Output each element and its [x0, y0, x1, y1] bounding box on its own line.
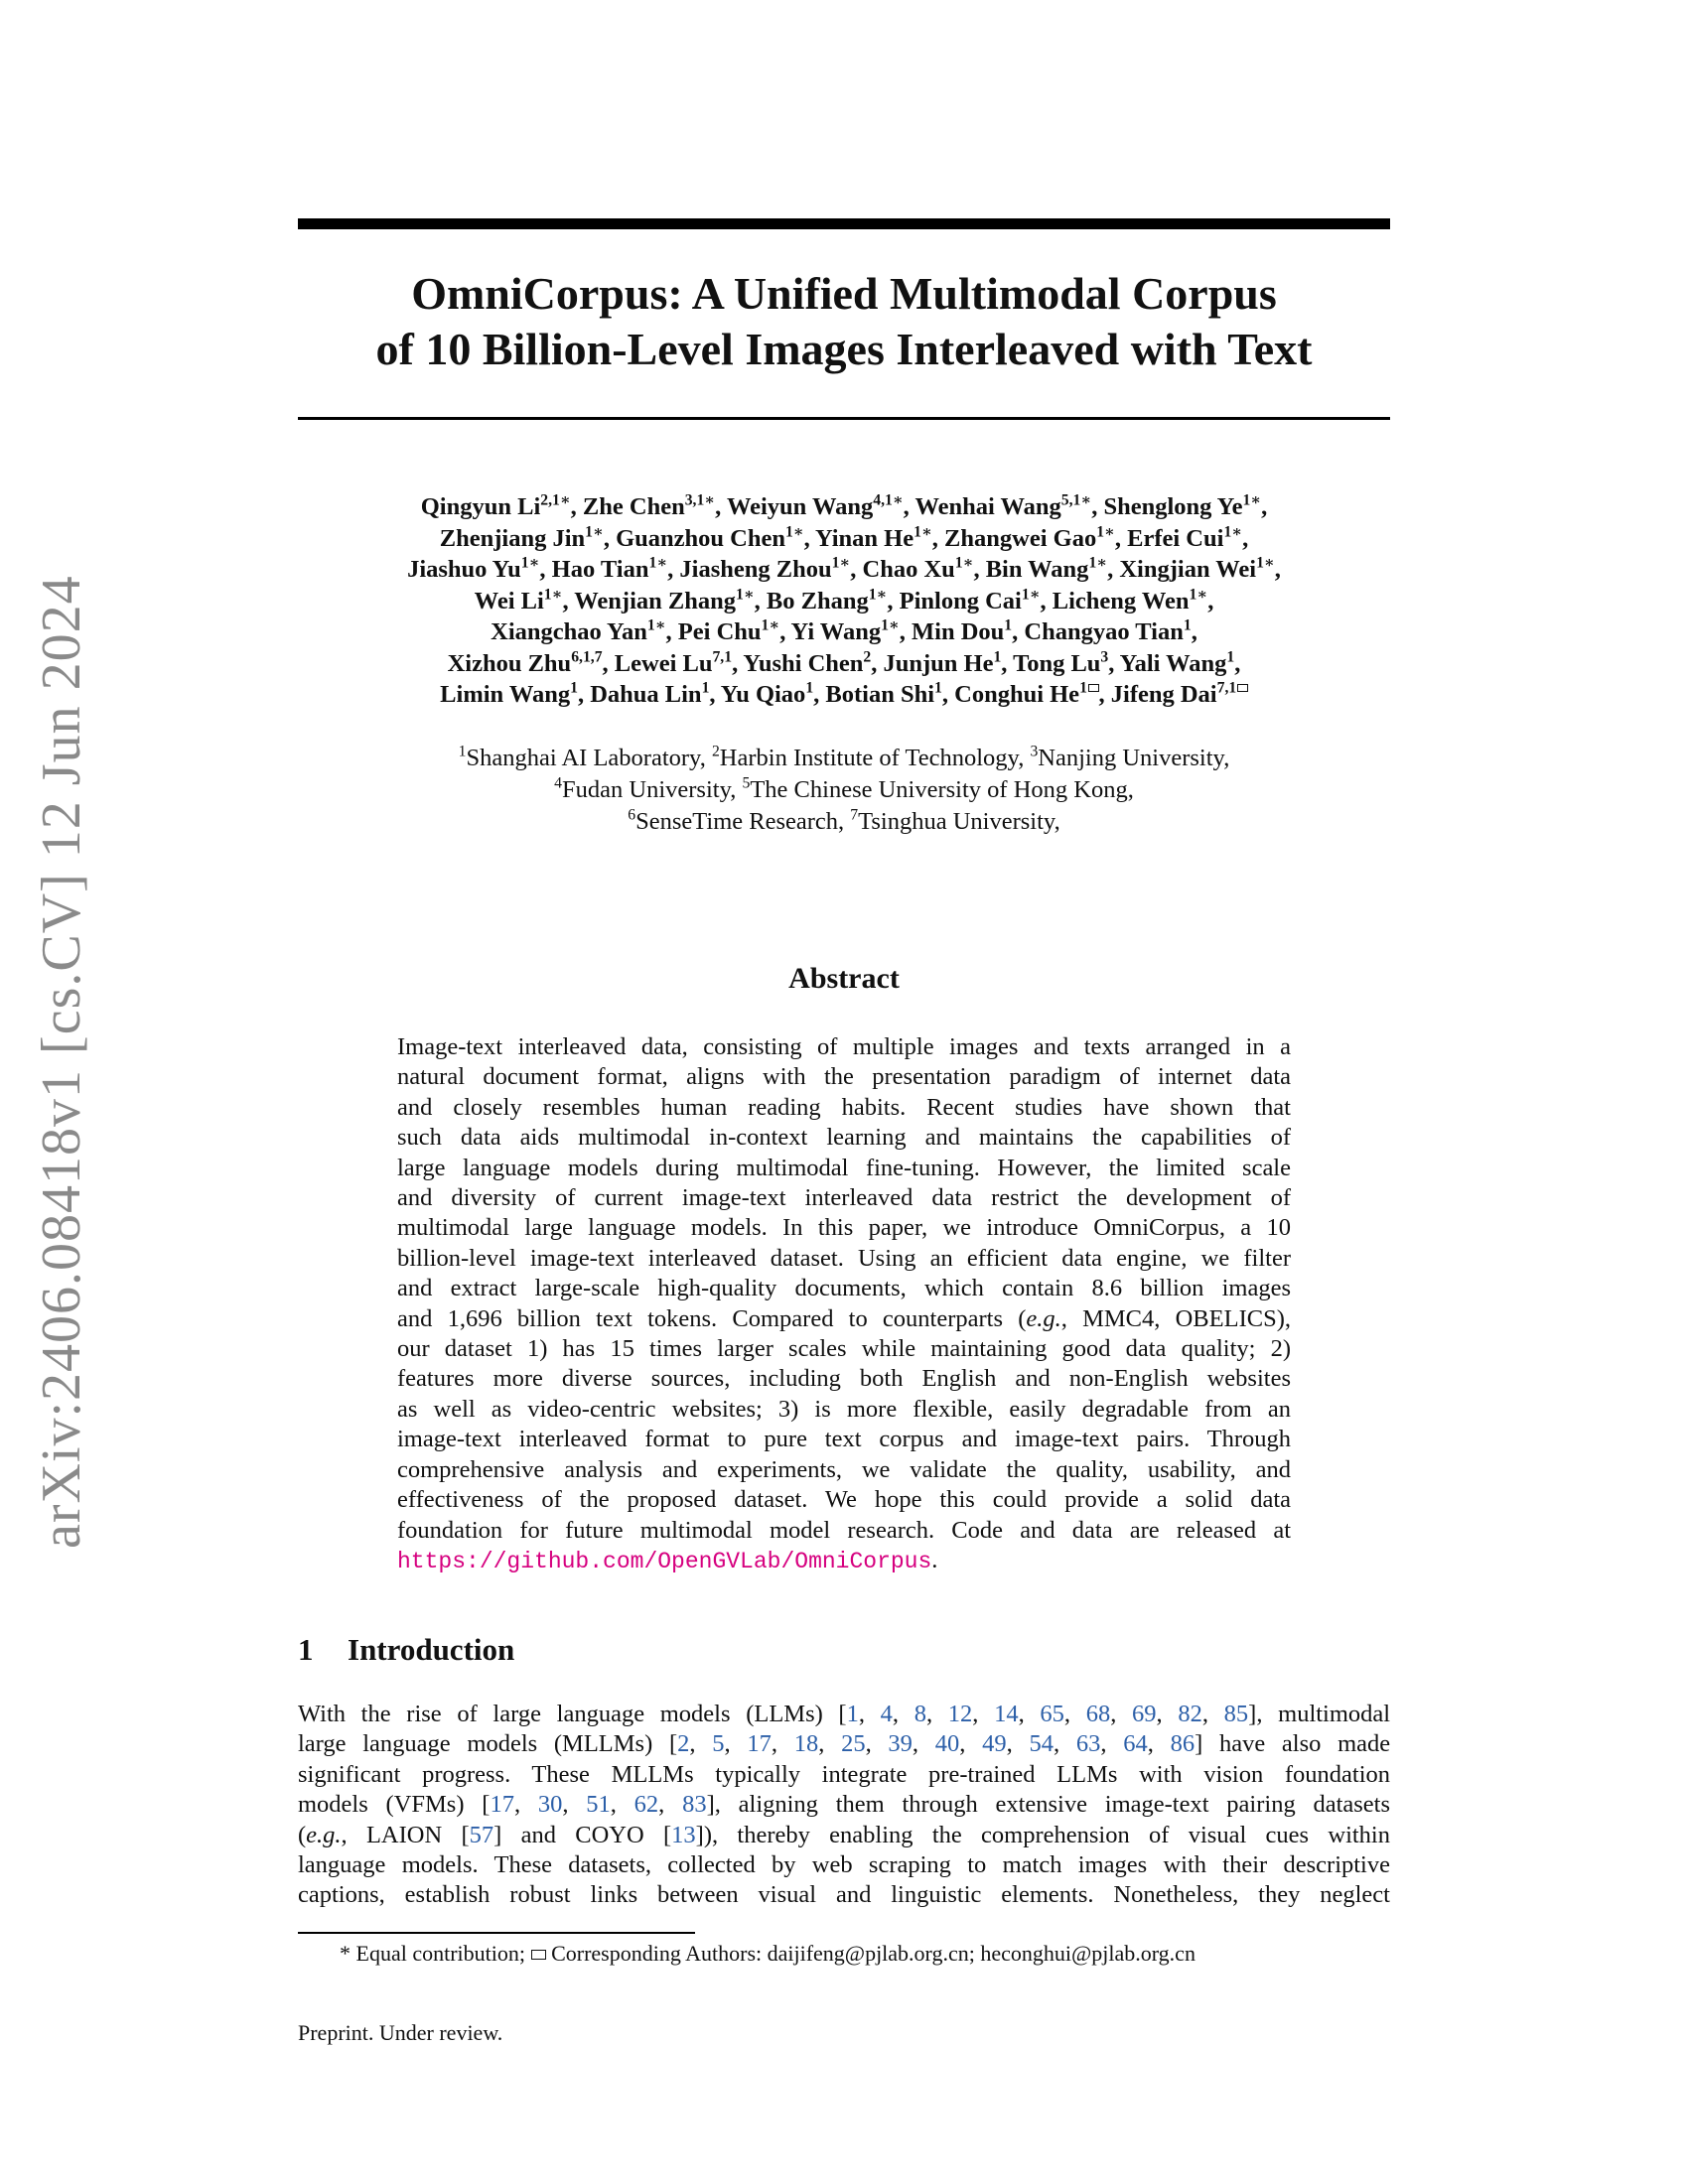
text-run: image-text interleaved format to pure text corpus and image-text pairs. Through: [397, 1426, 1291, 1453]
text-run: ,: [858, 1701, 881, 1727]
author-name: Pinlong Cai: [899, 587, 1022, 614]
author-name: Shenglong Ye: [1103, 493, 1243, 520]
author-separator: ,: [887, 587, 900, 614]
author-name: Wenjian Zhang: [574, 587, 736, 614]
author-name: Min Dou: [912, 618, 1005, 645]
citation-link: 64: [1123, 1730, 1148, 1758]
footnote-corresponding-authors: Corresponding Authors: daijifeng@pjlab.org.cn; heconghui@pjlab.org.cn: [545, 1941, 1196, 1966]
author-line: [298, 616, 1390, 648]
text-run: ,: [658, 1791, 683, 1819]
affiliation-number: 5: [742, 774, 751, 792]
text-run: , MMC4, OBELICS),: [1060, 1304, 1291, 1332]
envelope-icon: [1237, 684, 1248, 692]
author-name: Chao Xu: [862, 556, 955, 583]
citation-link: 51: [586, 1791, 611, 1819]
text-run: ,: [1100, 1730, 1124, 1758]
citation-link: 85: [1223, 1701, 1249, 1727]
footnote-rule: [298, 1932, 695, 1934]
introduction-line: [298, 1880, 1390, 1910]
author-name: Jiasheng Zhou: [679, 556, 832, 583]
author-name: Zhenjiang Jin: [439, 524, 586, 552]
author-affiliation-mark: 1: [570, 679, 578, 697]
citation-link: 4: [880, 1701, 893, 1727]
text-run: ,: [1063, 1701, 1086, 1727]
affiliation-number: 2: [711, 743, 720, 760]
author-separator: ,: [577, 681, 591, 708]
author-name: Bin Wang: [985, 556, 1089, 583]
abstract-line: [397, 1546, 1291, 1576]
author-separator: ,: [1108, 649, 1120, 677]
author-name: Dahua Lin: [590, 681, 702, 708]
author-separator: ,: [1274, 556, 1281, 583]
author-affiliation-mark: 1∗: [1242, 491, 1262, 509]
title-line-1: OmniCorpus: A Unified Multimodal Corpus: [411, 268, 1277, 319]
corresponding-author-marker: [1087, 679, 1099, 696]
text-run: ,: [1156, 1701, 1179, 1727]
text-run: ,: [865, 1730, 889, 1758]
author-name: Yushi Chen: [743, 649, 864, 677]
arxiv-watermark: arXiv:2406.08418v1 [cs.CV] 12 Jun 2024: [31, 575, 92, 1549]
author-name: Pei Chu: [677, 618, 762, 645]
text-run: effectiveness of the proposed dataset. We hope this could provide a solid data: [397, 1486, 1291, 1514]
author-name: Wenhai Wang: [914, 493, 1061, 520]
citation-link: 63: [1075, 1730, 1101, 1758]
citation-link: 69: [1132, 1701, 1157, 1727]
affiliation-name: Fudan University: [562, 776, 731, 803]
author-affiliation-mark: 1∗: [1088, 554, 1108, 572]
author-separator: ,: [715, 493, 727, 520]
author-separator: ,: [1107, 556, 1120, 583]
author-separator: ,: [1261, 493, 1268, 520]
author-affiliation-mark: 1: [1183, 616, 1192, 634]
author-name: Changyao Tian: [1024, 618, 1184, 645]
author-name: Yu Qiao: [720, 681, 806, 708]
author-affiliation-mark: 5,1∗: [1060, 491, 1092, 509]
author-affiliation-mark: 1∗: [1256, 554, 1275, 572]
author-affiliation-mark: 1: [805, 679, 814, 697]
text-run: ] have also made: [1195, 1730, 1391, 1758]
text-run: and closely resembles human reading habits. Recent studies have shown that: [397, 1093, 1291, 1121]
abstract-line: [397, 1485, 1291, 1515]
text-run: ,: [972, 1701, 995, 1727]
footnote-equal-contribution: Equal contribution;: [351, 1941, 531, 1966]
abstract-line: [397, 1032, 1291, 1062]
text-run: significant progress. These MLLMs typically integrate pre-trained LLMs with vision foundation: [298, 1760, 1390, 1788]
citation-link: 83: [682, 1791, 707, 1819]
text-run: ] and COYO [: [493, 1821, 672, 1848]
introduction-line: [298, 1821, 1390, 1850]
author-name: Yi Wang: [790, 618, 882, 645]
abstract-line: [397, 1334, 1291, 1364]
citation-link: 13: [671, 1821, 696, 1848]
affiliation-line: [298, 774, 1390, 806]
author-affiliation-mark: 1∗: [1021, 585, 1041, 603]
text-run: ,: [771, 1730, 794, 1758]
author-name: Hao Tian: [551, 556, 649, 583]
introduction-line: [298, 1850, 1390, 1880]
abstract-line: [397, 1425, 1291, 1454]
author-line: [298, 554, 1390, 586]
citation-link: 86: [1170, 1730, 1196, 1758]
text-run: ,: [1110, 1701, 1133, 1727]
author-affiliation-mark: 1: [701, 679, 710, 697]
affiliation-separator: ,: [1127, 776, 1134, 803]
text-run: ,: [912, 1730, 935, 1758]
citation-link: 2: [677, 1730, 690, 1758]
author-affiliation-mark: 1∗: [831, 554, 851, 572]
text-run: and extract large-scale high-quality documents, which contain 8.6 billion images: [397, 1275, 1291, 1302]
author-separator: ,: [903, 493, 915, 520]
text-run: (: [298, 1821, 307, 1848]
affiliation-number: 4: [554, 774, 563, 792]
author-affiliation-mark: 1: [1226, 647, 1235, 665]
affiliation-separator: ,: [730, 776, 743, 803]
title-line-2: of 10 Billion-Level Images Interleaved with Text: [375, 324, 1313, 374]
text-run: ], aligning them through extensive image-text pairing datasets: [706, 1791, 1391, 1819]
author-affiliation-mark: 1∗: [646, 616, 666, 634]
author-name: Xiangchao Yan: [491, 618, 647, 645]
author-affiliation-mark: 1∗: [735, 585, 755, 603]
author-line: [298, 586, 1390, 617]
author-affiliation-mark: 1∗: [761, 616, 780, 634]
affiliation-number: 6: [628, 806, 636, 824]
affiliation-number: 1: [458, 743, 467, 760]
abstract-line: [397, 1154, 1291, 1183]
author-affiliation-mark: 1∗: [1223, 522, 1243, 540]
author-affiliation-mark: 2,1∗: [540, 491, 571, 509]
text-run: , LAION [: [341, 1821, 470, 1848]
author-affiliation-mark: 1∗: [881, 616, 900, 634]
author-name: Junjun He: [883, 649, 994, 677]
title-top-rule: [298, 218, 1390, 229]
text-run: ,: [818, 1730, 842, 1758]
text-run: ,: [925, 1701, 948, 1727]
preprint-notice: Preprint. Under review.: [298, 2020, 503, 2045]
author-affiliation-mark: 4,1∗: [873, 491, 904, 509]
author-affiliation-mark: 2: [863, 647, 872, 665]
author-affiliation-mark: 1∗: [585, 522, 604, 540]
author-separator: ,: [754, 587, 767, 614]
text-run: ], multimodal: [1248, 1701, 1391, 1727]
author-name: Limin Wang: [440, 681, 571, 708]
text-run: ,: [689, 1730, 713, 1758]
abstract-line: [397, 1395, 1291, 1425]
author-line: [298, 491, 1390, 523]
author-name: Jifeng Dai: [1110, 681, 1217, 708]
abstract-line: [397, 1455, 1291, 1485]
text-run: language models. These datasets, collected by web scraping to match images with their descriptive: [298, 1851, 1390, 1879]
footnote-marker: *: [340, 1941, 351, 1966]
text-run: and 1,696 billion text tokens. Compared to counterparts (: [397, 1304, 1027, 1332]
affiliation-number: 7: [850, 806, 859, 824]
text-run: ,: [562, 1791, 587, 1819]
citation-link: 39: [888, 1730, 913, 1758]
author-name: Jiashuo Yu: [407, 556, 521, 583]
text-run: captions, establish robust links between visual and linguistic elements. Nonetheless, they neglect: [298, 1881, 1390, 1909]
text-run: our dataset 1) has 15 times larger scales while maintaining good data quality; 2): [397, 1335, 1291, 1363]
citation-link: 68: [1085, 1701, 1111, 1727]
text-run: ,: [1147, 1730, 1171, 1758]
author-affiliation-mark: 6,1,7: [571, 647, 603, 665]
affiliation-line: [298, 743, 1390, 774]
abstract-line: [397, 1062, 1291, 1092]
text-run: features more diverse sources, including both English and non-English websites: [397, 1365, 1291, 1393]
text-run: With the rise of large language models (LLMs) [: [298, 1701, 847, 1727]
author-affiliation-mark: 3: [1100, 647, 1109, 665]
author-affiliation-mark: 1∗: [1189, 585, 1208, 603]
section-number: 1: [298, 1632, 314, 1667]
text-run: ,: [1018, 1701, 1041, 1727]
affiliation-separator: ,: [699, 745, 712, 771]
author-separator: ,: [562, 587, 575, 614]
repository-url: https://github.com/OpenGVLab/OmniCorpus: [397, 1548, 932, 1574]
affiliation-name: Harbin Institute of Technology: [719, 745, 1019, 771]
author-name: Qingyun Li: [420, 493, 541, 520]
text-run: ,: [610, 1791, 634, 1819]
text-run: ,: [1006, 1730, 1030, 1758]
citation-link: 8: [914, 1701, 926, 1727]
footnote: [340, 1940, 1196, 1968]
section-title: Introduction: [348, 1632, 515, 1667]
author-separator: ,: [803, 524, 815, 552]
author-affiliation-mark: 1∗: [543, 585, 563, 603]
text-run: such data aids multimodal in-context learning and maintains the capabilities of: [397, 1124, 1291, 1152]
author-separator: ,: [1242, 524, 1249, 552]
author-separator: ,: [941, 681, 955, 708]
abstract-line: [397, 1364, 1291, 1394]
author-affiliation-mark: 1∗: [784, 522, 804, 540]
author-name: Zhangwei Gao: [944, 524, 1097, 552]
author-separator: ,: [813, 681, 826, 708]
abstract-line: [397, 1183, 1291, 1213]
abstract-line: [397, 1244, 1291, 1274]
author-name: Bo Zhang: [766, 587, 869, 614]
citation-link: 49: [982, 1730, 1007, 1758]
italic-text: e.g.: [1026, 1304, 1061, 1332]
introduction-line: [298, 1790, 1390, 1820]
author-name: Xingjian Wei: [1119, 556, 1257, 583]
introduction-line: [298, 1760, 1390, 1790]
author-affiliation-mark: 1∗: [868, 585, 888, 603]
author-affiliation-mark: 7,1: [1216, 679, 1237, 697]
citation-link: 65: [1040, 1701, 1064, 1727]
citation-link: 25: [841, 1730, 866, 1758]
author-name: Weiyun Wang: [726, 493, 874, 520]
text-run: Image-text interleaved data, consisting of multiple images and texts arranged in a: [397, 1033, 1291, 1060]
affiliation-separator: ,: [1223, 745, 1230, 771]
abstract-body: [397, 1032, 1291, 1576]
author-affiliation-mark: 1∗: [648, 554, 668, 572]
italic-text: e.g.: [306, 1821, 342, 1848]
text-run: as well as video-centric websites; 3) is more flexible, easily degradable from an: [397, 1395, 1291, 1423]
author-separator: ,: [973, 556, 986, 583]
introduction-line: [298, 1700, 1390, 1729]
section-heading-introduction: [298, 1632, 514, 1668]
citation-link: 62: [633, 1791, 659, 1819]
author-separator: ,: [850, 556, 863, 583]
affiliation-list: [298, 743, 1390, 838]
citation-link: 14: [994, 1701, 1019, 1727]
text-run: and diversity of current image-text interleaved data restrict the development of: [397, 1184, 1291, 1212]
abstract-line: [397, 1516, 1291, 1546]
author-separator: ,: [1040, 587, 1053, 614]
author-name: Tong Lu: [1013, 649, 1101, 677]
author-name: Zhe Chen: [582, 493, 685, 520]
text-run: natural document format, aligns with the presentation paradigm of internet data: [397, 1063, 1291, 1091]
affiliation-separator: ,: [1054, 808, 1060, 835]
author-affiliation-mark: 1∗: [914, 522, 932, 540]
author-line: [298, 648, 1390, 680]
citation-link: 40: [934, 1730, 960, 1758]
citation-link: 12: [947, 1701, 973, 1727]
text-run: comprehensive analysis and experiments, we validate the quality, usability, and: [397, 1455, 1291, 1483]
author-list: [298, 491, 1390, 711]
text-run: ,: [1201, 1701, 1224, 1727]
author-name: Guanzhou Chen: [616, 524, 785, 552]
abstract-line: [397, 1304, 1291, 1334]
affiliation-number: 3: [1030, 743, 1039, 760]
citation-link: 1: [846, 1701, 859, 1727]
citation-link: 17: [490, 1791, 514, 1819]
text-run: ,: [513, 1791, 538, 1819]
author-separator: ,: [871, 649, 884, 677]
author-affiliation-mark: 1: [1079, 679, 1087, 697]
introduction-body: [298, 1700, 1390, 1911]
author-separator: ,: [1091, 493, 1104, 520]
author-name: Wei Li: [474, 587, 544, 614]
author-name: Erfei Cui: [1127, 524, 1224, 552]
author-separator: ,: [603, 524, 617, 552]
abstract-line: [397, 1274, 1291, 1303]
author-affiliation-mark: 1∗: [1096, 522, 1115, 540]
text-run: multimodal large language models. In this paper, we introduce OmniCorpus, a 10: [397, 1214, 1291, 1242]
author-separator: ,: [779, 618, 791, 645]
text-run: ,: [1054, 1730, 1076, 1758]
citation-link: 57: [469, 1821, 494, 1848]
author-separator: ,: [709, 681, 721, 708]
text-run: .: [931, 1546, 938, 1573]
citation-link: 17: [747, 1730, 772, 1758]
author-name: Yinan He: [814, 524, 914, 552]
author-line: [298, 679, 1390, 711]
author-separator: ,: [1012, 618, 1025, 645]
introduction-line: [298, 1729, 1390, 1759]
text-run: ,: [892, 1701, 914, 1727]
author-line: [298, 523, 1390, 555]
text-run: large language models (MLLMs) [: [298, 1730, 678, 1758]
text-run: large language models during multimodal fine-tuning. However, the limited scale: [397, 1154, 1291, 1181]
author-separator: ,: [931, 524, 945, 552]
author-affiliation-mark: 1: [934, 679, 942, 697]
author-separator: ,: [665, 618, 678, 645]
author-name: Lewei Lu: [614, 649, 713, 677]
affiliation-name: The Chinese University of Hong Kong: [750, 776, 1128, 803]
text-run: ]), thereby enabling the comprehension of visual cues within: [695, 1821, 1390, 1848]
affiliation-name: Nanjing University: [1038, 745, 1224, 771]
author-name: Botian Shi: [825, 681, 935, 708]
abstract-line: [397, 1093, 1291, 1123]
author-separator: ,: [732, 649, 744, 677]
author-separator: ,: [667, 556, 680, 583]
affiliation-name: Tsinghua University: [858, 808, 1055, 835]
affiliation-separator: ,: [838, 808, 851, 835]
author-separator: ,: [1001, 649, 1014, 677]
text-run: ,: [959, 1730, 983, 1758]
citation-link: 18: [793, 1730, 819, 1758]
paper-title: [298, 266, 1390, 377]
citation-link: 54: [1029, 1730, 1054, 1758]
corresponding-author-marker: [1236, 679, 1248, 696]
affiliation-name: Shanghai AI Laboratory: [466, 745, 700, 771]
author-name: Xizhou Zhu: [447, 649, 572, 677]
text-run: ,: [724, 1730, 748, 1758]
envelope-icon: [531, 1950, 545, 1960]
author-affiliation-mark: 1∗: [954, 554, 974, 572]
abstract-line: [397, 1213, 1291, 1243]
title-bottom-rule: [298, 417, 1390, 420]
author-separator: ,: [1207, 587, 1214, 614]
text-run: foundation for future multimodal model research. Code and data are released at: [397, 1516, 1291, 1544]
author-separator: ,: [602, 649, 615, 677]
author-affiliation-mark: 1: [1004, 616, 1013, 634]
affiliation-line: [298, 806, 1390, 838]
affiliation-name: SenseTime Research: [635, 808, 839, 835]
author-separator: ,: [1114, 524, 1128, 552]
abstract-heading: Abstract: [788, 962, 900, 995]
author-affiliation-mark: 1: [993, 647, 1002, 665]
author-separator: ,: [899, 618, 913, 645]
affiliation-separator: ,: [1018, 745, 1031, 771]
text-run: billion-level image-text interleaved dataset. Using an efficient data engine, we filter: [397, 1244, 1291, 1272]
author-name: Yali Wang: [1119, 649, 1227, 677]
citation-link: 30: [537, 1791, 563, 1819]
citation-link: 5: [712, 1730, 725, 1758]
author-separator: ,: [539, 556, 552, 583]
abstract-line: [397, 1123, 1291, 1153]
author-affiliation-mark: 3,1∗: [684, 491, 716, 509]
author-separator: ,: [1098, 681, 1111, 708]
author-name: Conghui He: [954, 681, 1080, 708]
citation-link: 82: [1178, 1701, 1202, 1727]
author-affiliation-mark: 1∗: [520, 554, 540, 572]
author-separator: ,: [1191, 618, 1197, 645]
author-separator: ,: [570, 493, 583, 520]
text-run: models (VFMs) [: [298, 1791, 491, 1819]
envelope-icon: [1088, 684, 1099, 692]
author-affiliation-mark: 7,1: [712, 647, 733, 665]
author-separator: ,: [1234, 649, 1241, 677]
author-name: Licheng Wen: [1052, 587, 1190, 614]
